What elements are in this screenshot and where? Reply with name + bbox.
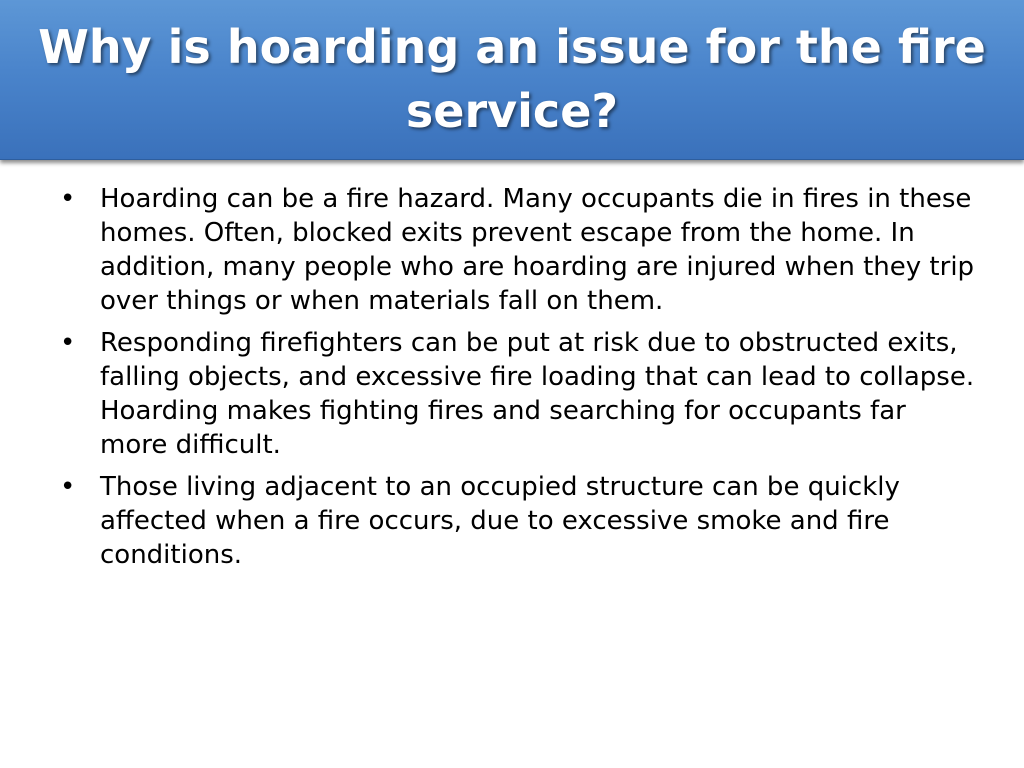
bullet-text: Hoarding can be a fire hazard. Many occupants die in fires in these homes. Often, blocked exits prevent escape from the home. In addition, many people who are hoarding are injured when they trip over things or when materials fall on them. [100, 184, 975, 316]
bullet-list [60, 182, 980, 580]
bullet-item [60, 470, 980, 572]
slide-title: Why is hoarding an issue for the fire service? [38, 19, 986, 138]
bullet-item [60, 326, 980, 462]
bullet-text: Those living adjacent to an occupied structure can be quickly affected when a fire occurs, due to excessive smoke and fire conditions. [100, 472, 900, 570]
bullet-icon: • [60, 328, 76, 358]
title-bar [0, 0, 1024, 160]
bullet-icon: • [60, 472, 76, 502]
bullet-icon: • [60, 184, 76, 214]
bullet-item [60, 182, 980, 318]
bullet-text: Responding firefighters can be put at risk due to obstructed exits, falling objects, and excessive fire loading that can lead to collapse. Hoarding makes fighting fires and searching for occupants far more difficult. [100, 328, 975, 460]
